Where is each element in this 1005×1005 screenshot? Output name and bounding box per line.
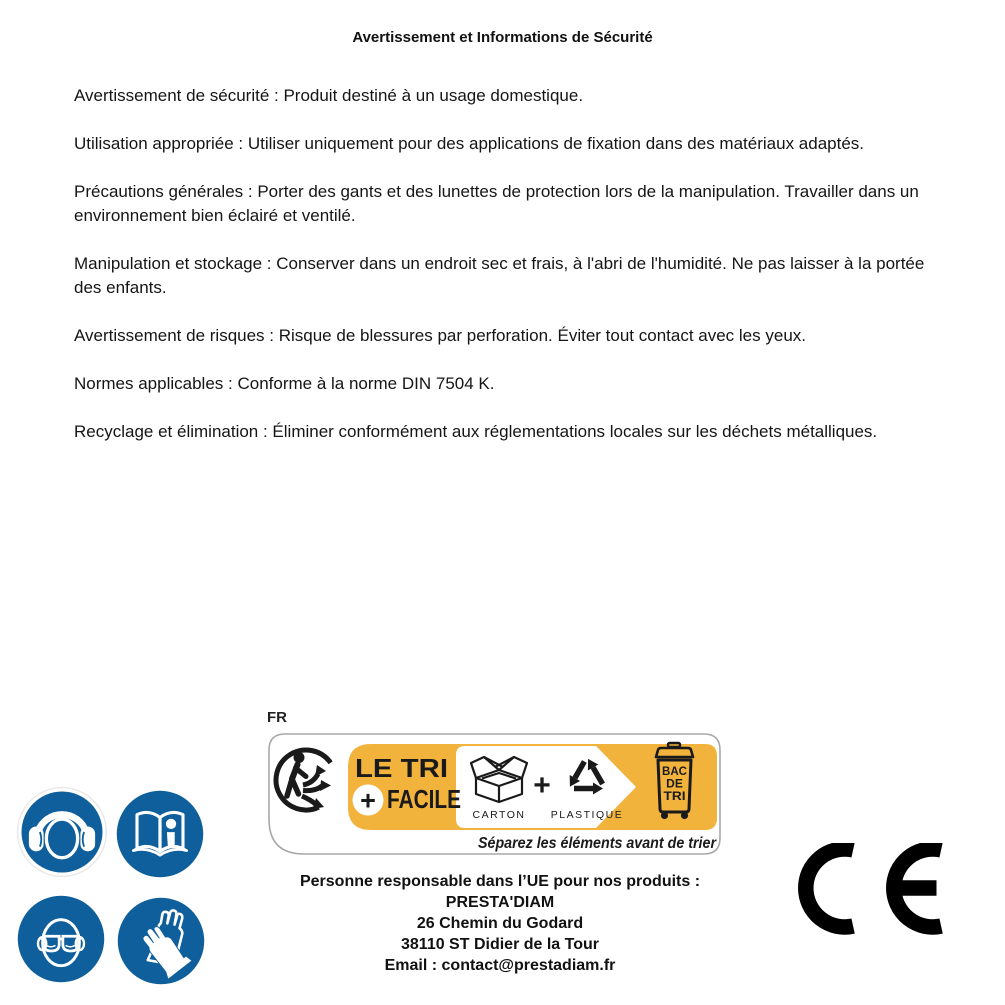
material-plastique-text: PLASTIQUE (550, 809, 624, 821)
safety-paragraphs (74, 84, 946, 468)
plus-badge: + (360, 785, 376, 816)
bin-text-line1: BAC (662, 764, 688, 778)
wear-eye-protection-icon (15, 893, 107, 985)
responsible-person-block (225, 871, 775, 976)
headline-facile: FACILE (387, 784, 461, 814)
fr-country-code: FR (267, 709, 287, 726)
headline-le-tri: LE TRI (355, 753, 448, 783)
sorting-instructions-label (268, 733, 723, 856)
materials-separator: + (533, 769, 551, 802)
responsible-intro: Personne responsable dans l’UE pour nos produits : (299, 873, 701, 890)
sorting-footer-note: Séparez les éléments avant de trier (478, 835, 717, 852)
contact-email: Email : contact@prestadiam.fr (384, 957, 616, 974)
paragraph-handling-storage: Manipulation et stockage : Conserver dans un endroit sec et frais, à l'abri de l'humidité. Ne pas laisser à la portée des enfants. (74, 254, 925, 297)
wear-protective-gloves-icon (115, 895, 207, 987)
company-name: PRESTA'DIAM (445, 894, 555, 911)
paragraph-recycling: Recyclage et élimination : Éliminer conformément aux réglementations locales sur les déchets métalliques. (74, 422, 878, 441)
read-instruction-manual-icon (114, 788, 206, 880)
bin-text-line2: DE (666, 776, 683, 791)
paragraph-standards: Normes applicables : Conforme à la norme DIN 7504 K. (74, 374, 495, 393)
ce-conformity-mark-icon (795, 843, 945, 943)
paragraph-general-precautions: Précautions générales : Porter des gants et des lunettes de protection lors de la manipulation. Travailler dans un environnement bien éclairé et ventilé. (74, 182, 919, 225)
bin-text-line3: TRI (663, 789, 686, 803)
address-city: 38110 ST Didier de la Tour (401, 936, 599, 953)
paragraph-safety-warning: Avertissement de sécurité : Produit destiné à un usage domestique. (74, 86, 584, 105)
wear-ear-protection-icon (16, 786, 108, 878)
material-carton-text: CARTON (472, 809, 526, 821)
page-title: Avertissement et Informations de Sécurité (352, 29, 653, 46)
paragraph-appropriate-use: Utilisation appropriée : Utiliser uniquement pour des applications de fixation dans des matériaux adaptés. (74, 134, 865, 153)
address-street: 26 Chemin du Godard (416, 915, 584, 932)
paragraph-risk-warning: Avertissement de risques : Risque de blessures par perforation. Éviter tout contact avec les yeux. (74, 326, 806, 345)
